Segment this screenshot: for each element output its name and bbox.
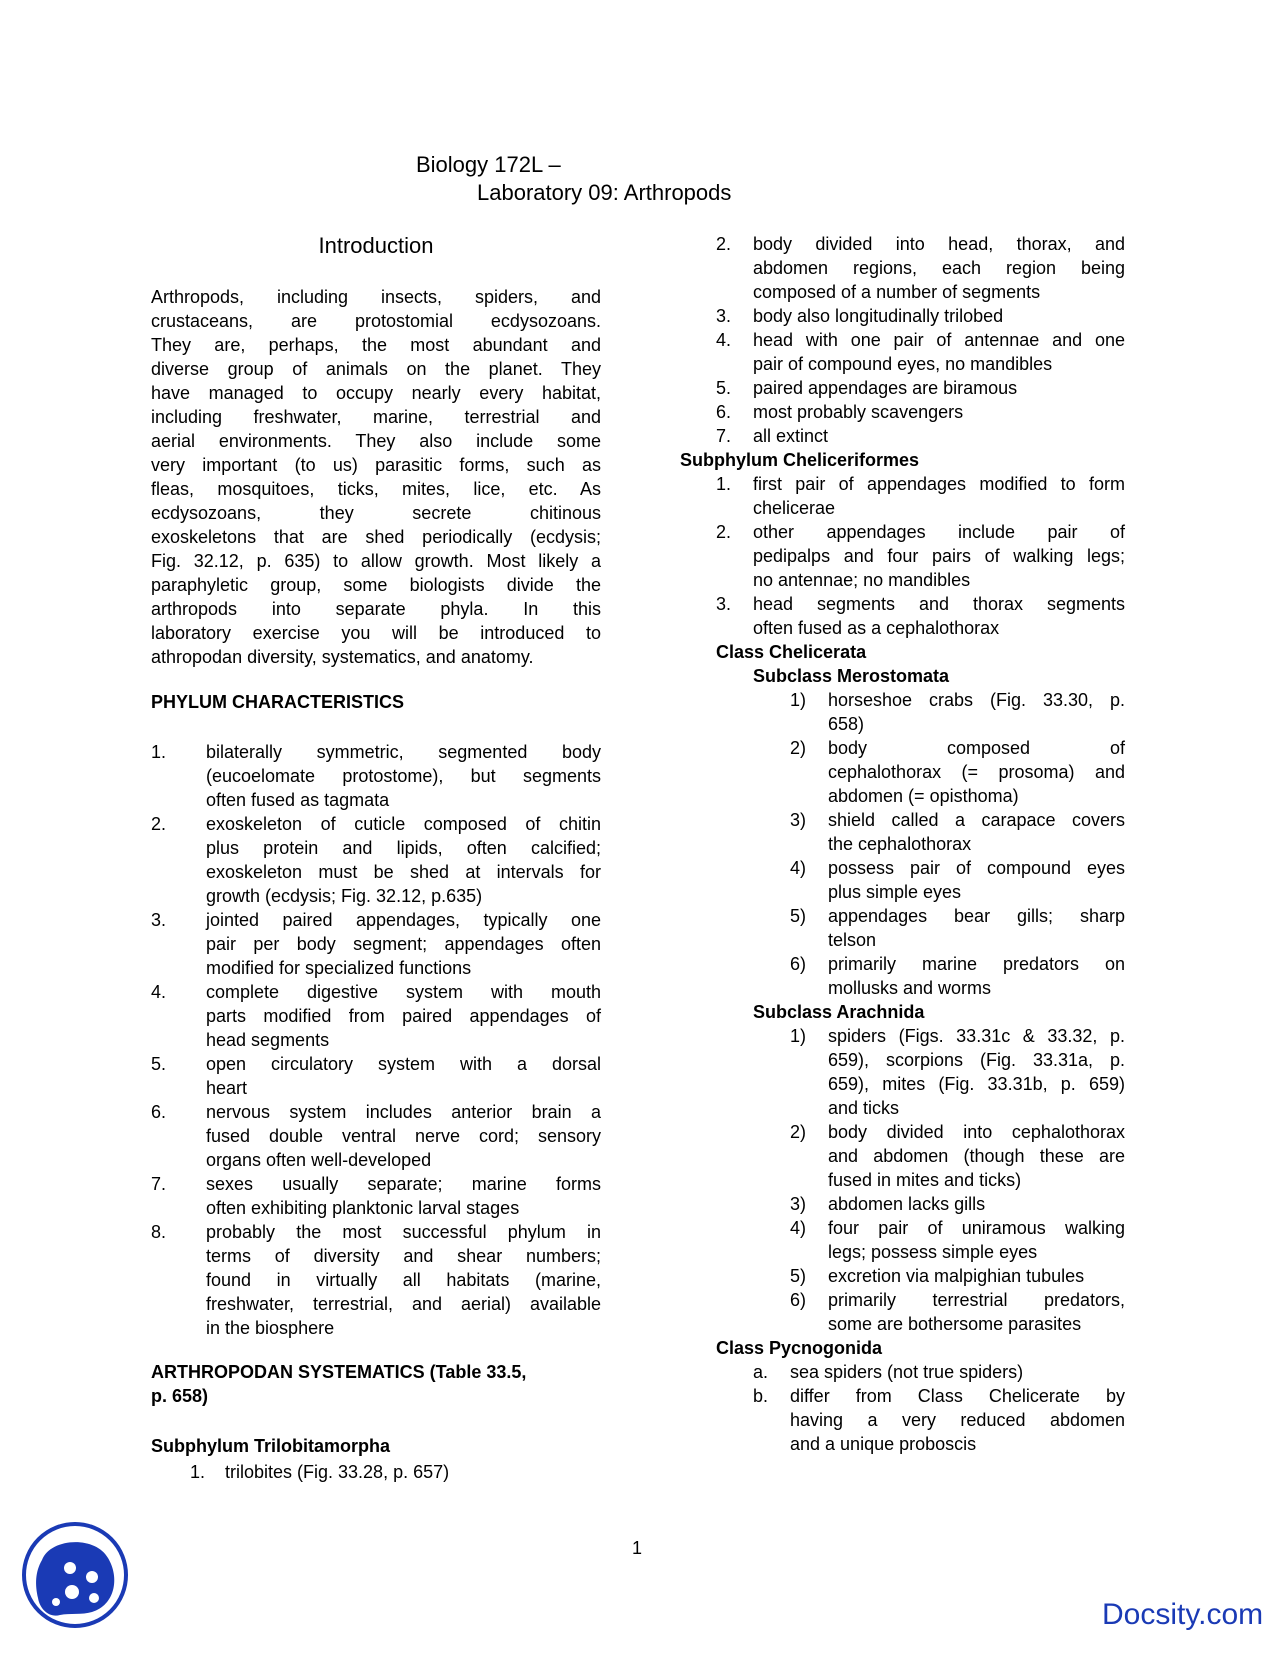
subphylum-trilobitamorpha: Subphylum Trilobitamorpha: [151, 1436, 391, 1456]
arach-item-number: 6): [790, 1290, 807, 1310]
trilo-item-text-line: all extinct: [753, 426, 829, 446]
arach-item-number: 1): [790, 1026, 807, 1046]
chelic-item-text-line: first pair of appendages modified to form: [753, 474, 1125, 494]
phylum-item-text-line: in the biosphere: [206, 1318, 335, 1338]
trilo-item-number: 7.: [716, 426, 732, 446]
trilo-item-text-line: head with one pair of antennae and one: [753, 330, 1125, 350]
mero-item-number: 4): [790, 858, 807, 878]
docsity-logo-icon[interactable]: [20, 1520, 130, 1630]
mero-item-number: 1): [790, 690, 807, 710]
trilo-item-text-line: abdomen regions, each region being: [753, 258, 1125, 278]
mero-item-text-line: telson: [828, 930, 877, 950]
pycno-item-text-line: differ from Class Chelicerate by: [790, 1386, 1125, 1406]
subclass-merostomata: Subclass Merostomata: [753, 666, 950, 686]
chelic-item-number: 2.: [716, 522, 732, 542]
arach-item-text-line: primarily terrestrial predators,: [828, 1290, 1125, 1310]
class-chelicerata: Class Chelicerata: [716, 642, 867, 662]
phylum-item-text-line: exoskeleton must be shed at intervals for: [206, 862, 601, 882]
arach-item-number: 5): [790, 1266, 807, 1286]
arach-item-text-line: legs; possess simple eyes: [828, 1242, 1038, 1262]
arach-item-text-line: spiders (Figs. 33.31c & 33.32, p.: [828, 1026, 1125, 1046]
trilo-item-text-line: most probably scavengers: [753, 402, 964, 422]
mero-item-text-line: body composed of: [828, 738, 1125, 758]
pycno-item-number: b.: [753, 1386, 769, 1406]
intro-paragraph-line: have managed to occupy nearly every habitat,: [151, 383, 601, 403]
chelic-item-text-line: pedipalps and four pairs of walking legs;: [753, 546, 1125, 566]
arach-item-number: 3): [790, 1194, 807, 1214]
trilo-item-text: trilobites (Fig. 33.28, p. 657): [225, 1462, 450, 1482]
phylum-heading: PHYLUM CHARACTERISTICS: [151, 692, 405, 712]
arach-item-text-line: abdomen lacks gills: [828, 1194, 986, 1214]
mero-item-text-line: the cephalothorax: [828, 834, 972, 854]
phylum-item-text-line: exoskeleton of cuticle composed of chitin: [206, 814, 601, 834]
trilo-item-number: 4.: [716, 330, 732, 350]
subclass-arachnida: Subclass Arachnida: [753, 1002, 925, 1022]
phylum-item-text-line: complete digestive system with mouth: [206, 982, 601, 1002]
systematics-heading-line-2: p. 658): [151, 1386, 209, 1406]
mero-item-text-line: plus simple eyes: [828, 882, 962, 902]
phylum-item-text-line: modified for specialized functions: [206, 958, 472, 978]
arach-item-text-line: and ticks: [828, 1098, 900, 1118]
intro-paragraph-line: laboratory exercise you will be introduced to: [151, 623, 601, 643]
mero-item-text-line: primarily marine predators on: [828, 954, 1125, 974]
mero-item-text-line: possess pair of compound eyes: [828, 858, 1125, 878]
trilo-item-number: 2.: [716, 234, 732, 254]
intro-paragraph-line: including freshwater, marine, terrestrial and: [151, 407, 601, 427]
trilo-item-text-line: body divided into head, thorax, and: [753, 234, 1125, 254]
phylum-item-text-line: jointed paired appendages, typically one: [206, 910, 601, 930]
chelic-item-text-line: other appendages include pair of: [753, 522, 1125, 542]
phylum-item-text-line: (eucoelomate protostome), but segments: [206, 766, 601, 786]
phylum-item-text-line: often exhibiting planktonic larval stages: [206, 1198, 520, 1218]
phylum-item-text-line: head segments: [206, 1030, 330, 1050]
trilo-item-text-line: composed of a number of segments: [753, 282, 1041, 302]
phylum-item-number: 8.: [151, 1222, 167, 1242]
chelic-item-text-line: chelicerae: [753, 498, 836, 518]
title-line-1: Biology 172L –: [416, 152, 561, 177]
phylum-item-number: 4.: [151, 982, 167, 1002]
phylum-item-number: 3.: [151, 910, 167, 930]
intro-heading: Introduction: [318, 233, 434, 258]
intro-paragraph-line: very important (to us) parasitic forms, such as: [151, 455, 601, 475]
intro-paragraph-line: exoskeletons that are shed periodically (ecdysis;: [151, 527, 601, 547]
phylum-item-text-line: terms of diversity and shear numbers;: [206, 1246, 601, 1266]
pycno-item-text-line: sea spiders (not true spiders): [790, 1362, 1024, 1382]
phylum-item-text-line: often fused as tagmata: [206, 790, 390, 810]
trilo-item-text-line: body also longitudinally trilobed: [753, 306, 1004, 326]
phylum-item-number: 1.: [151, 742, 167, 762]
mero-item-text-line: shield called a carapace covers: [828, 810, 1125, 830]
trilo-item-text-line: paired appendages are biramous: [753, 378, 1018, 398]
phylum-item-text-line: bilaterally symmetric, segmented body: [206, 742, 601, 762]
pycno-item-text-line: having a very reduced abdomen: [790, 1410, 1125, 1430]
intro-paragraph-line: Fig. 32.12, p. 635) to allow growth. Most likely a: [151, 551, 601, 571]
systematics-heading-line-1: ARTHROPODAN SYSTEMATICS (Table 33.5,: [151, 1362, 527, 1382]
mero-item-text-line: cephalothorax (= prosoma) and: [828, 762, 1125, 782]
chelic-item-text-line: no antennae; no mandibles: [753, 570, 971, 590]
phylum-item-text-line: heart: [206, 1078, 248, 1098]
phylum-item-text-line: sexes usually separate; marine forms: [206, 1174, 601, 1194]
phylum-item-text-line: open circulatory system with a dorsal: [206, 1054, 601, 1074]
class-pycnogonida: Class Pycnogonida: [716, 1338, 883, 1358]
intro-paragraph-line: paraphyletic group, some biologists divide the: [151, 575, 601, 595]
trilo-item-number: 3.: [716, 306, 732, 326]
phylum-item-text-line: nervous system includes anterior brain a: [206, 1102, 601, 1122]
subphylum-cheliceriformes: Subphylum Cheliceriformes: [680, 450, 920, 470]
trilo-item-number: 1.: [190, 1462, 206, 1482]
arach-item-text-line: 659), scorpions (Fig. 33.31a, p.: [828, 1050, 1125, 1070]
mero-item-text-line: abdomen (= opisthoma): [828, 786, 1019, 806]
mero-item-number: 5): [790, 906, 807, 926]
intro-paragraph-line: fleas, mosquitoes, ticks, mites, lice, etc. As: [151, 479, 601, 499]
chelic-item-text-line: often fused as a cephalothorax: [753, 618, 1000, 638]
arach-item-text-line: and abdomen (though these are: [828, 1146, 1125, 1166]
intro-paragraph-line: Arthropods, including insects, spiders, and: [151, 287, 601, 307]
mero-item-text-line: appendages bear gills; sharp: [828, 906, 1125, 926]
mero-item-number: 3): [790, 810, 807, 830]
arach-item-number: 4): [790, 1218, 807, 1238]
pycno-item-text-line: and a unique proboscis: [790, 1434, 977, 1454]
phylum-item-text-line: fused double ventral nerve cord; sensory: [206, 1126, 601, 1146]
intro-paragraph-line: They are, perhaps, the most abundant and: [151, 335, 601, 355]
arach-item-text-line: body divided into cephalothorax: [828, 1122, 1125, 1142]
intro-paragraph-line: athropodan diversity, systematics, and anatomy.: [151, 647, 534, 667]
intro-paragraph-line: aerial environments. They also include some: [151, 431, 601, 451]
arach-item-text-line: some are bothersome parasites: [828, 1314, 1082, 1334]
phylum-item-text-line: pair per body segment; appendages often: [206, 934, 601, 954]
chelic-item-number: 3.: [716, 594, 732, 614]
arach-item-text-line: fused in mites and ticks): [828, 1170, 1022, 1190]
phylum-item-text-line: freshwater, terrestrial, and aerial) available: [206, 1294, 601, 1314]
phylum-item-text-line: found in virtually all habitats (marine,: [206, 1270, 601, 1290]
chelic-item-text-line: head segments and thorax segments: [753, 594, 1125, 614]
phylum-item-number: 6.: [151, 1102, 167, 1122]
title-line-2: Laboratory 09: Arthropods: [477, 180, 732, 205]
docsity-brand-link[interactable]: Docsity.com: [1102, 1598, 1264, 1631]
page-number: 1: [632, 1538, 643, 1558]
phylum-item-text-line: organs often well-developed: [206, 1150, 432, 1170]
trilo-item-number: 5.: [716, 378, 732, 398]
phylum-item-text-line: plus protein and lipids, often calcified;: [206, 838, 601, 858]
intro-paragraph-line: arthropods into separate phyla. In this: [151, 599, 601, 619]
trilo-item-number: 6.: [716, 402, 732, 422]
mero-item-number: 2): [790, 738, 807, 758]
phylum-item-number: 5.: [151, 1054, 167, 1074]
intro-paragraph-line: crustaceans, are protostomial ecdysozoans.: [151, 311, 601, 331]
phylum-item-text-line: parts modified from paired appendages of: [206, 1006, 601, 1026]
pycno-item-number: a.: [753, 1362, 769, 1382]
arach-item-text-line: four pair of uniramous walking: [828, 1218, 1125, 1238]
intro-paragraph-line: ecdysozoans, they secrete chitinous: [151, 503, 601, 523]
arach-item-number: 2): [790, 1122, 807, 1142]
mero-item-text-line: horseshoe crabs (Fig. 33.30, p.: [828, 690, 1125, 710]
chelic-item-number: 1.: [716, 474, 732, 494]
phylum-item-text-line: growth (ecdysis; Fig. 32.12, p.635): [206, 886, 483, 906]
phylum-item-text-line: probably the most successful phylum in: [206, 1222, 601, 1242]
mero-item-number: 6): [790, 954, 807, 974]
arach-item-text-line: excretion via malpighian tubules: [828, 1266, 1085, 1286]
arach-item-text-line: 659), mites (Fig. 33.31b, p. 659): [828, 1074, 1125, 1094]
intro-paragraph-line: diverse group of animals on the planet. They: [151, 359, 601, 379]
mero-item-text-line: mollusks and worms: [828, 978, 992, 998]
phylum-item-number: 7.: [151, 1174, 167, 1194]
mero-item-text-line: 658): [828, 714, 865, 734]
trilo-item-text-line: pair of compound eyes, no mandibles: [753, 354, 1053, 374]
phylum-item-number: 2.: [151, 814, 167, 834]
